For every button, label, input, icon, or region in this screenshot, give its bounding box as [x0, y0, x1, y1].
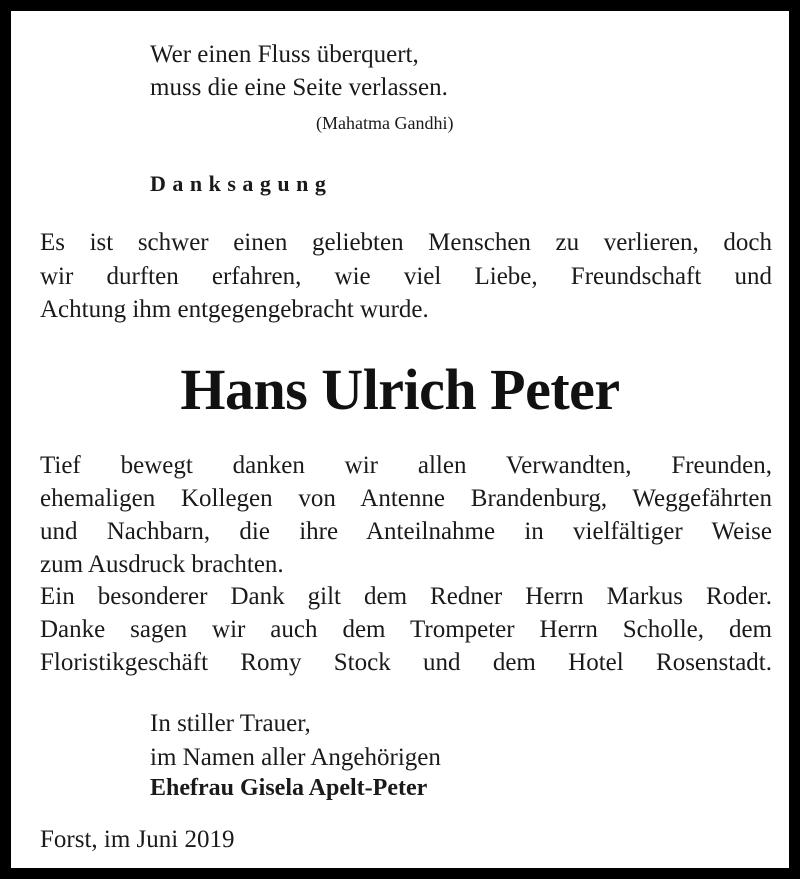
notice-heading: Danksagung: [150, 171, 333, 196]
intro-line: wir durften erfahren, wie viel Liebe, Freundschaft und: [40, 263, 772, 290]
body-line: zum Ausdruck brachten.: [40, 551, 284, 578]
deceased-name: Hans Ulrich Peter: [180, 357, 620, 422]
body-line: Floristikgeschäft Romy Stock und dem Hotel Rosenstadt.: [40, 649, 772, 676]
body-line: Tief bewegt danken wir allen Verwandten, Freunden,: [40, 452, 772, 479]
intro-line: Es ist schwer einen geliebten Menschen zu verlieren, doch: [40, 229, 772, 256]
quote-attribution: (Mahatma Gandhi): [316, 113, 454, 133]
body-line: Danke sagen wir auch dem Trompeter Herrn Scholle, dem: [40, 616, 772, 643]
body-line: Ein besonderer Dank gilt dem Redner Herrn Markus Roder.: [40, 583, 772, 610]
place-date: Forst, im Juni 2019: [40, 826, 235, 853]
body-line: und Nachbarn, die ihre Anteilnahme in vielfältiger Weise: [40, 518, 772, 545]
signature-line-2: im Namen aller Angehörigen: [150, 744, 441, 771]
signer-name: Ehefrau Gisela Apelt-Peter: [150, 775, 428, 801]
quote-line-1: Wer einen Fluss überquert,: [150, 41, 419, 68]
signature-line-1: In stiller Trauer,: [150, 710, 311, 737]
quote-line-2: muss die eine Seite verlassen.: [150, 74, 448, 101]
body-line: ehemaligen Kollegen von Antenne Brandenburg, Weggefährten: [40, 485, 772, 512]
intro-line: Achtung ihm entgegengebracht wurde.: [40, 296, 429, 323]
